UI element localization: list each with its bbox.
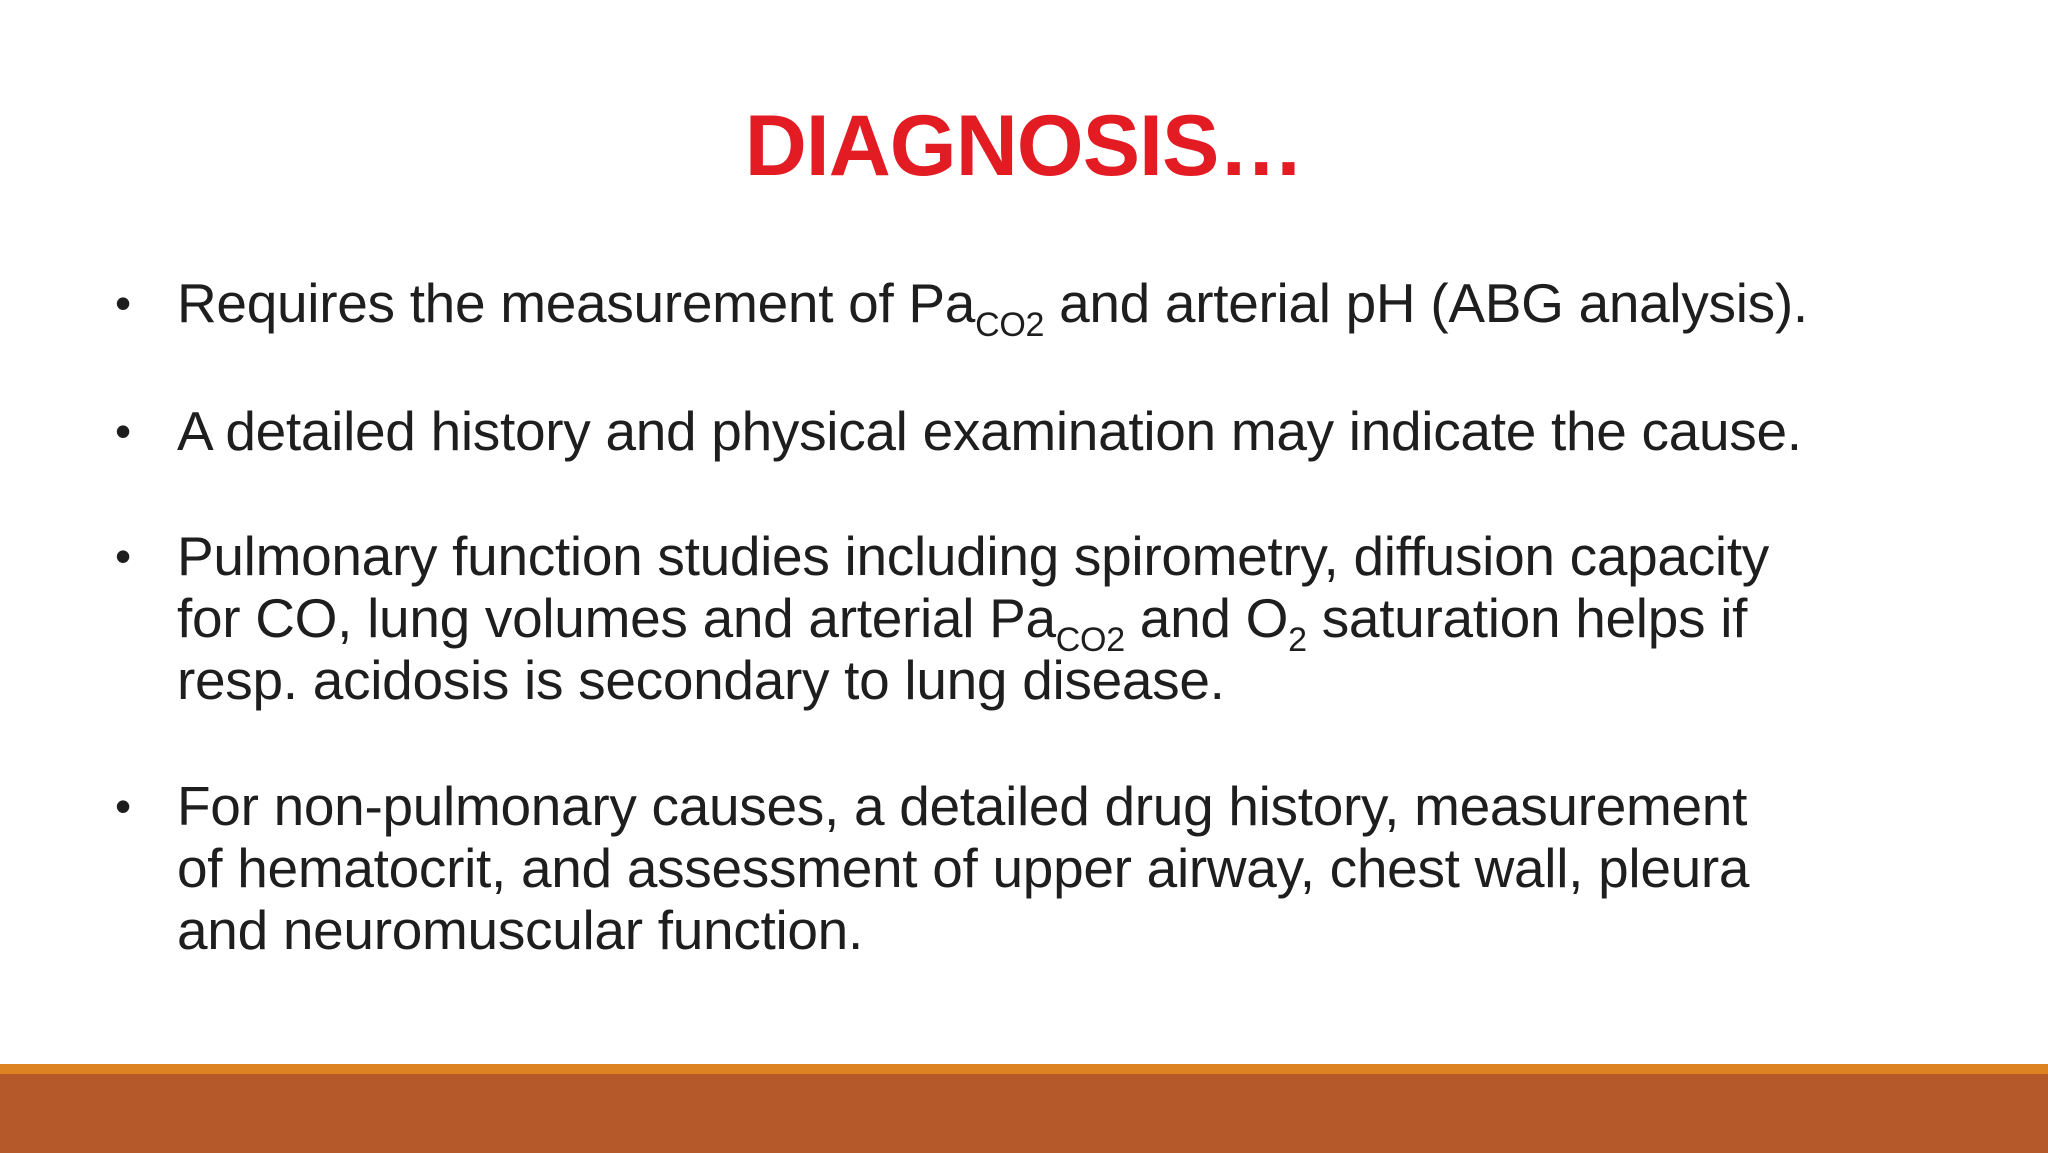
bullet-text (177, 525, 2048, 711)
bullet-text (177, 272, 2048, 344)
bullet-line: and neuromuscular function. (177, 899, 863, 961)
bullet-dot-icon: • (115, 780, 132, 832)
bullet-text (177, 775, 2048, 961)
bullet-line: A detailed history and physical examination may indicate the cause. (177, 400, 1802, 462)
bullet-line (177, 587, 2048, 659)
subscript: CO2 (975, 306, 1045, 344)
subscript: 2 (1288, 621, 1307, 659)
bullet-line: Pulmonary function studies including spirometry, diffusion capacity (177, 525, 1770, 587)
bullet-line: of hematocrit, and assessment of upper airway, chest wall, pleura (177, 837, 1750, 899)
footer-accent-stripe (0, 1064, 2048, 1074)
bullet-line (177, 272, 2048, 344)
bullet-dot-icon: • (115, 405, 132, 457)
text-segment: and O (1124, 587, 1289, 649)
text-segment: and arterial pH (ABG analysis). (1044, 272, 1808, 334)
bullet-line: resp. acidosis is secondary to lung disease. (177, 649, 1225, 711)
subscript: CO2 (1055, 621, 1125, 659)
bullet-dot-icon: • (115, 277, 132, 329)
text-segment: saturation helps if (1306, 587, 1748, 649)
text-segment: for CO, lung volumes and arterial Pa (177, 587, 1056, 649)
text-segment: Requires the measurement of Pa (177, 272, 976, 334)
bullet-line: For non-pulmonary causes, a detailed drug history, measurement (177, 775, 1748, 837)
bullet-dot-icon: • (115, 530, 132, 582)
bullet-text (177, 400, 2048, 462)
slide-title: DIAGNOSIS… (744, 98, 1304, 194)
footer-bar (0, 1074, 2048, 1153)
